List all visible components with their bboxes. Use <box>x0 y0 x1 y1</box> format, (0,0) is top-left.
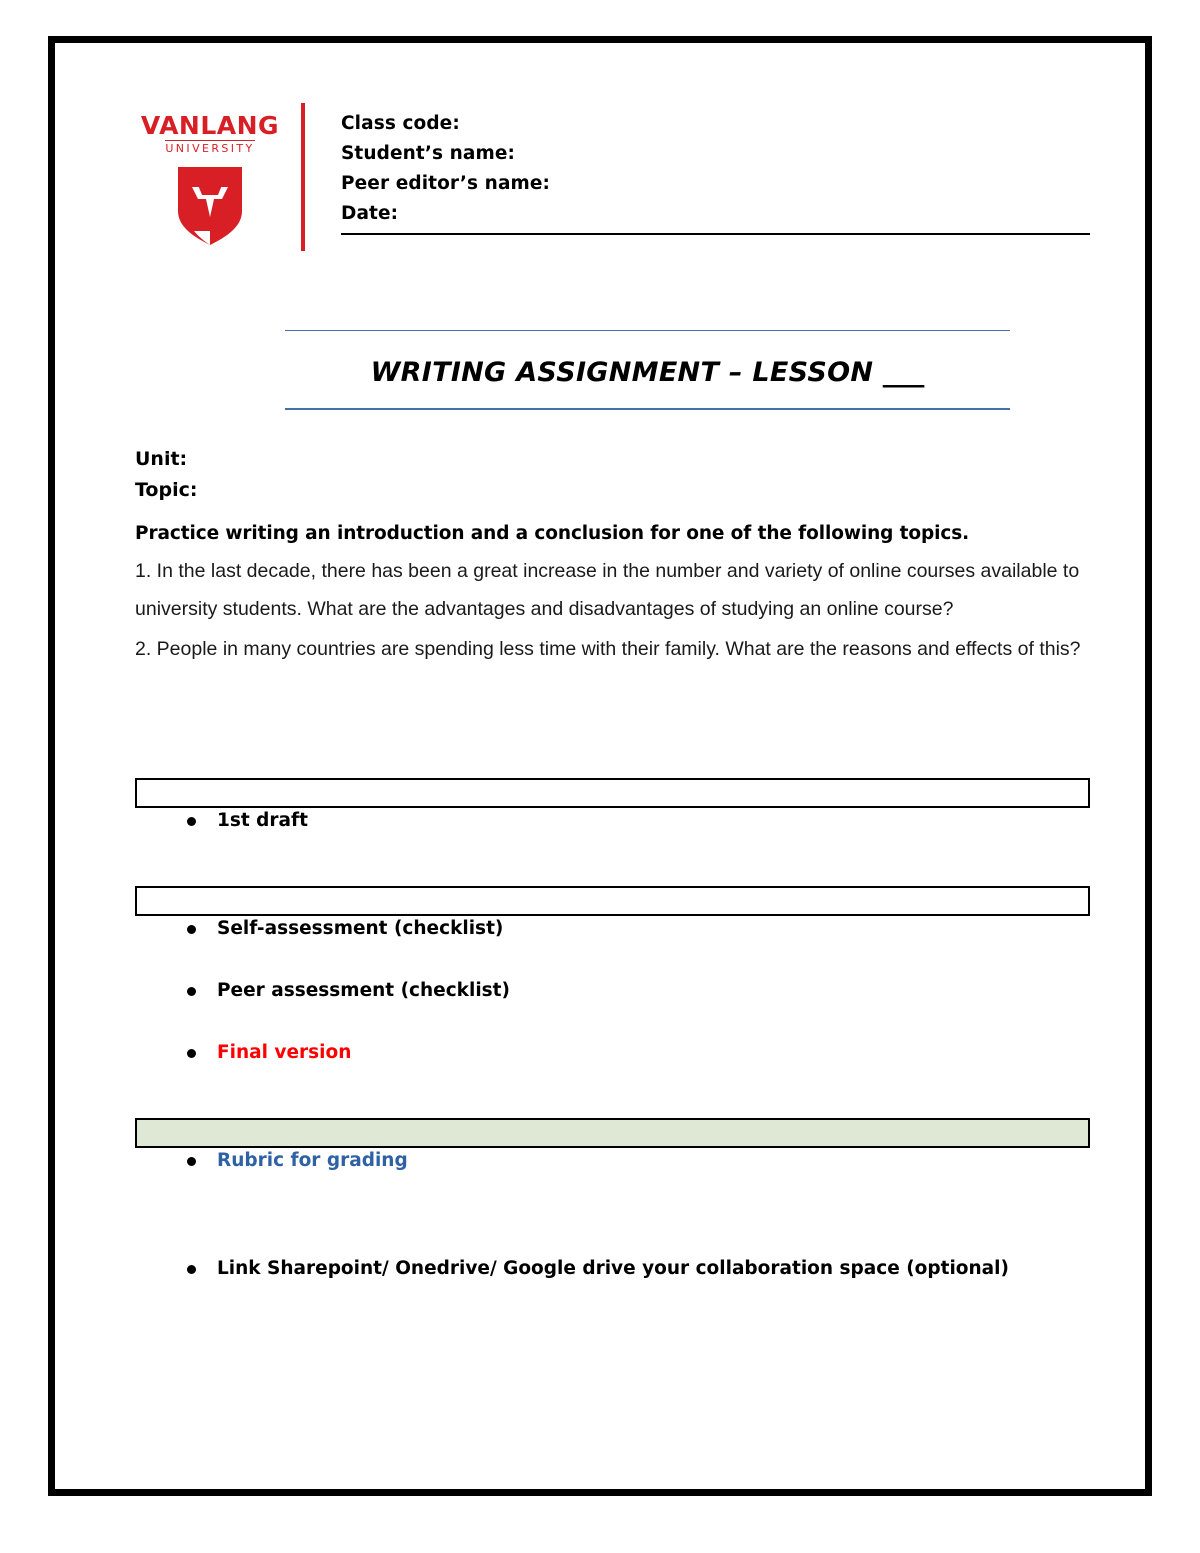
university-logo <box>135 103 285 252</box>
list-item <box>135 1256 1090 1282</box>
field-class-code: Class code: <box>341 113 460 134</box>
section-box-1 <box>135 778 1090 808</box>
field-date: Date: <box>341 199 1090 235</box>
assignment-body <box>135 444 1090 668</box>
logo-subtitle: UNIVERSITY <box>165 142 255 155</box>
list-item-rubric[interactable] <box>135 1148 1090 1174</box>
logo-wordmark: VANLANG <box>140 111 280 140</box>
document-page <box>48 36 1152 1496</box>
vanlang-shield-icon <box>174 165 246 252</box>
page-title: WRITING ASSIGNMENT – LESSON ___ <box>370 357 925 388</box>
list-item <box>135 808 1090 834</box>
field-student-name: Student’s name: <box>341 143 515 164</box>
title-band <box>285 330 1010 410</box>
section-box-2 <box>135 886 1090 916</box>
header-fields <box>341 103 1090 235</box>
section-2-list <box>135 916 1090 1066</box>
list-item-label: Peer assessment (checklist) <box>217 980 510 1001</box>
list-item-label: Link Sharepoint/ Onedrive/ Google drive your collaboration space (optional) <box>217 1258 1009 1279</box>
topic-label: Topic: <box>135 479 198 501</box>
list-item-label: Self-assessment (checklist) <box>217 918 504 939</box>
list-item <box>135 978 1090 1004</box>
section-3-list <box>135 1148 1090 1282</box>
unit-label: Unit: <box>135 448 188 470</box>
list-item-label: 1st draft <box>217 810 308 831</box>
logo-divider <box>301 103 305 251</box>
list-item-label: Final version <box>217 1042 352 1063</box>
field-peer-editor-name: Peer editor’s name: <box>341 173 551 194</box>
section-1-list <box>135 808 1090 834</box>
list-item <box>135 1040 1090 1066</box>
document-header <box>135 103 1090 278</box>
list-item-label[interactable]: Rubric for grading <box>217 1150 408 1171</box>
prompt-item-1: 1. In the last decade, there has been a great increase in the number and variety of online courses available to university students. What are the advantages and disadvantages of studying an online course? <box>135 560 1080 620</box>
section-box-3 <box>135 1118 1090 1148</box>
document-content <box>55 43 1145 1489</box>
instruction-text: Practice writing an introduction and a conclusion for one of the following topics. <box>135 523 970 544</box>
list-item <box>135 916 1090 942</box>
prompt-item-2: 2. People in many countries are spending less time with their family. What are the reasons and effects of this? <box>135 638 1081 660</box>
